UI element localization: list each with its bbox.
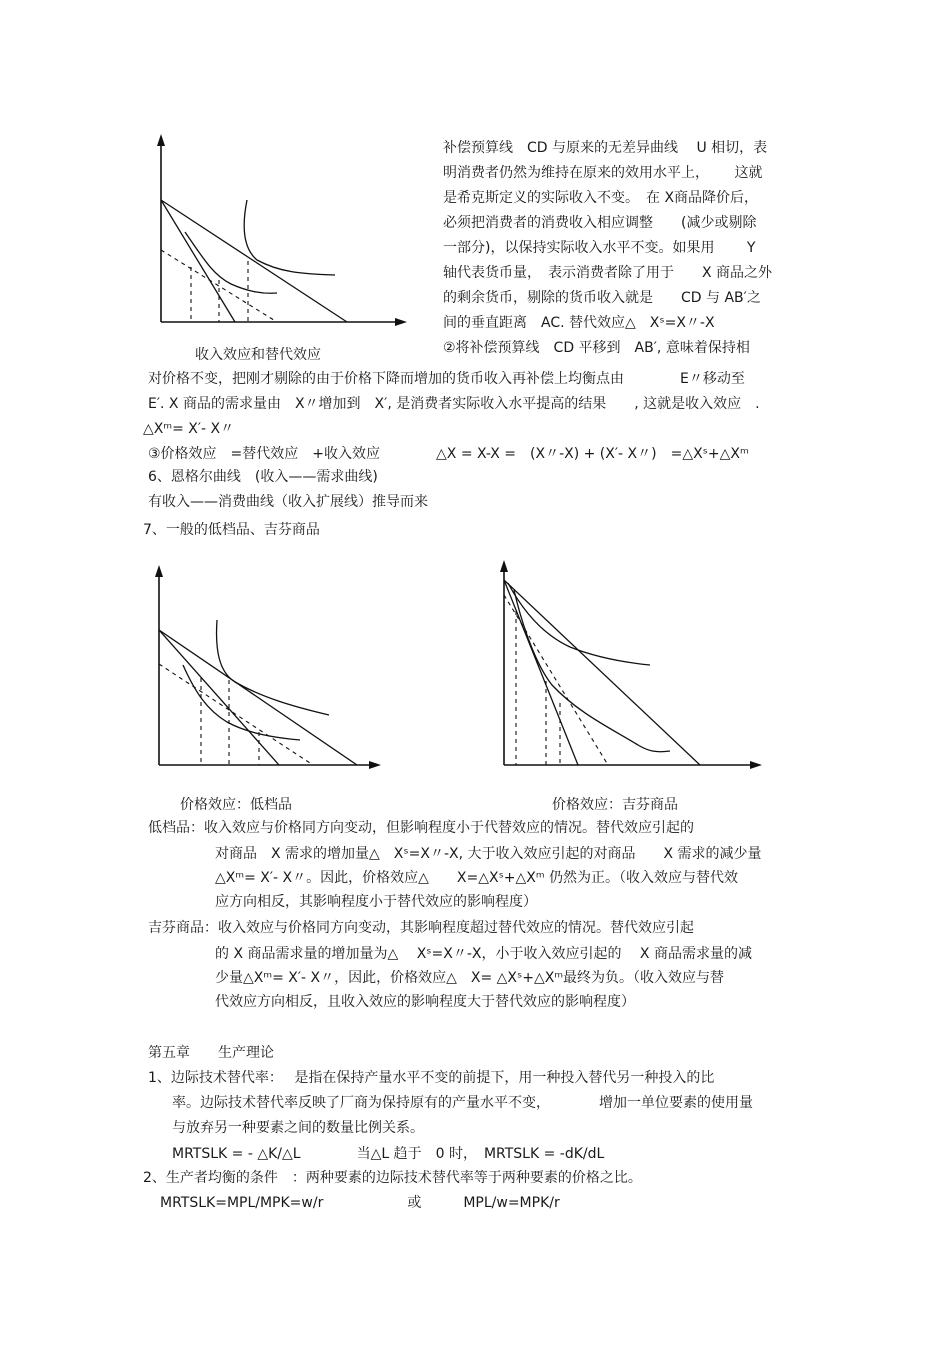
chapter-title: 第五章 生产理论 bbox=[148, 1045, 274, 1061]
text-line: 对价格不变，把刚才剔除的由于价格下降而增加的货币收入再补偿上均衡点由 E〃移动至 bbox=[148, 371, 745, 387]
text-line: 率。边际技术替代率反映了厂商为保持原有的产量水平不变， 增加一单位要素的使用量 bbox=[172, 1095, 753, 1111]
price-effect-formula: ③价格效应 =替代效应 +收入效应 △X = X-X = (X〃-X) + (X′- X〃) =△Xˢ+△Xᵐ bbox=[148, 446, 749, 462]
text-line: 一部分)，以保持实际收入水平不变。如果用 Y bbox=[443, 240, 756, 256]
budget-line-original bbox=[504, 580, 700, 765]
x-axis-arrow bbox=[750, 761, 762, 769]
figure-caption-income-substitution: 收入效应和替代效应 bbox=[195, 347, 321, 363]
text-line: 与放弃另一种要素之间的数量比例关系。 bbox=[172, 1120, 424, 1136]
text-line: 的剩余货币，剔除的货币收入就是 CD 与 AB′之 bbox=[443, 290, 761, 306]
text-line: 明消费者仍然为维持在原来的效用水平上， 这就 bbox=[443, 165, 763, 181]
text-line: △Xᵐ= X′- X〃 bbox=[143, 421, 235, 437]
text-line: 少量△Xᵐ= X′- X〃，因此，价格效应△ X= △Xˢ+△Xᵐ最终为负。（收入效应与替 bbox=[215, 970, 725, 986]
indifference-curve-high bbox=[508, 583, 650, 665]
y-axis-arrow bbox=[500, 560, 508, 572]
budget-line-original bbox=[159, 630, 357, 765]
budget-line-rotated bbox=[161, 200, 235, 322]
text-line: 对商品 X 需求的增加量△ Xˢ=X〃-X, 大于收入效应引起的对商品 X 需求的减少量 bbox=[215, 846, 762, 862]
compensated-budget-line bbox=[159, 664, 313, 765]
text-line: 间的垂直距离 AC. 替代效应△ Xˢ=X〃-X bbox=[443, 315, 715, 331]
section-7-title: 7、一般的低档品、吉芬商品 bbox=[143, 522, 320, 538]
y-axis-arrow bbox=[157, 134, 165, 146]
text-line: 轴代表货币量， 表示消费者除了用于 X 商品之外 bbox=[443, 265, 773, 281]
text-line: △Xᵐ= X′- X〃。因此，价格效应△ X=△Xˢ+△Xᵐ 仍然为正。（收入效应与替代效 bbox=[215, 870, 739, 886]
text-line: 是希克斯定义的实际收入不变。 在 X商品降价后， bbox=[443, 190, 759, 206]
text-line: 1、边际技术替代率： 是指在保持产量水平不变的前提下，用一种投入替代另一种投入的比 bbox=[148, 1070, 715, 1086]
text-line: 代效应方向相反，且收入效应的影响程度大于替代效应的影响程度） bbox=[215, 994, 635, 1010]
income-substitution-diagram bbox=[145, 130, 415, 330]
equilibrium-formula: MRTSLK=MPL/MPK=w/r 或 MPL/w=MPK/r bbox=[160, 1195, 560, 1211]
engel-curve-title: 6、恩格尔曲线 (收入——需求曲线) bbox=[148, 469, 378, 485]
producer-equilibrium: 2、生产者均衡的条件 ：两种要素的边际技术替代率等于两种要素的价格之比。 bbox=[143, 1170, 642, 1186]
engel-curve-desc: 有收入——消费曲线（收入扩展线）推导而来 bbox=[148, 494, 428, 510]
text-line: ②将补偿预算线 CD 平移到 AB′, 意味着保持相 bbox=[443, 340, 750, 356]
budget-line-rotated bbox=[159, 630, 279, 765]
text-line: 必须把消费者的消费收入相应调整 (减少或剔除 bbox=[443, 215, 757, 231]
text-line: 低档品：收入效应与价格同方向变动，但影响程度小于代替效应的情况。替代效应引起的 bbox=[148, 820, 694, 836]
text-line: E′. X 商品的需求量由 X〃增加到 X′, 是消费者实际收入水平提高的结果 , 这就是收入效应 . bbox=[148, 396, 760, 412]
giffen-goods-diagram bbox=[490, 555, 770, 775]
budget-line-original bbox=[161, 200, 347, 322]
budget-line-rotated bbox=[504, 580, 578, 765]
figure-caption-inferior: 价格效应：低档品 bbox=[180, 797, 292, 813]
text-line: 的 X 商品需求量的增加量为△ Xˢ=X〃-X，小于收入效应引起的 X 商品需求量的减 bbox=[215, 946, 752, 962]
text-line: 补偿预算线 CD 与原来的无差异曲线 U 相切，表 bbox=[443, 140, 768, 156]
mrts-formula: MRTSLK = - △K/△L 当△L 趋于 0 时， MRTSLK = -dK/dL bbox=[172, 1146, 605, 1162]
text-line: 应方向相反，其影响程度小于替代效应的影响程度） bbox=[215, 894, 537, 910]
text-line: 吉芬商品：收入效应与价格同方向变动，其影响程度超过替代效应的情况。替代效应引起 bbox=[148, 920, 694, 936]
figure-caption-giffen: 价格效应：吉芬商品 bbox=[552, 797, 678, 813]
x-axis-arrow bbox=[395, 318, 407, 326]
indifference-curve-high bbox=[217, 620, 329, 715]
indifference-curve-low bbox=[514, 590, 670, 752]
inferior-goods-diagram bbox=[145, 560, 385, 775]
x-axis-arrow bbox=[369, 761, 381, 769]
y-axis-arrow bbox=[155, 565, 163, 577]
